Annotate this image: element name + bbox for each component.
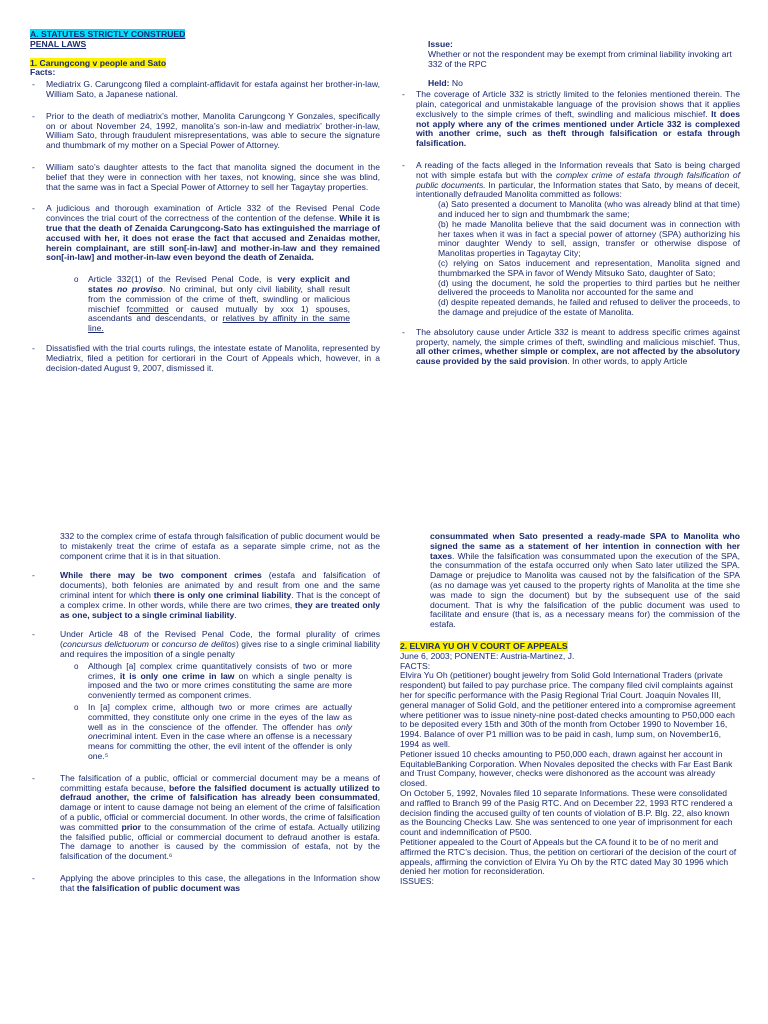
case2-issues-label: ISSUES: xyxy=(400,876,434,887)
allegation-c: (c) relying on Satos inducement and representation, Manolita signed and thumbmarked the SPA in favor of Wendy Mitsuko Sato, daughter of Sato; xyxy=(438,257,740,278)
held-line: Held: No xyxy=(428,78,463,89)
case2-para-1: Elvira Yu Oh (petitioner) bought jewelry from Solid Gold International Traders (private respondent) but failed to pay purchase price. The company filed civil complaints against her for specific performance with the Pasig Regional Trial Court. Joaquin Novales III, general manager of Solid Gold, and the petitioner entered into a compromise agreement where petitioner was to issue ninety-nine post-dated checks amounting to P50,000 each to be deposited every 15th and 30th of the month from October 1990 to November 16, 1994. Balance of over P1 million was to be paid in cash, lump sum, on November16, 1994 as well. xyxy=(400,670,736,749)
allegation-e: (d) despite repeated demands, he failed and refused to deliver the proceeds, to the damage and prejudice of the estate of Manolita. xyxy=(438,297,740,317)
issue-text: Whether or not the respondent may be exempt from criminal liability invoking art 332 of the RPC xyxy=(428,48,732,69)
complex-crime-note-1: o Although [a] complex crime quantitatively consists of two or more crimes, it is only one crime in law on which a single penalty is imposed and the two or more crimes constituting the same are more conveniently termed as component crimes. xyxy=(74,662,352,701)
right-top-column xyxy=(400,40,740,367)
component-crimes: - While there may be two component crimes (estafa and falsification of documents), both felonies are animated by and result from one and the same criminal intent for which there is only one criminal liability. That is the concept of a complex crime. In other words, while there are two crimes, they are treated only as one, subject to a single criminal liability. xyxy=(30,571,380,620)
issue-label: Issue: xyxy=(428,39,453,49)
complex-crime-note-2: o In [a] complex crime, although two or more crimes are actually committed, they constitute only one crime in the eyes of the law as well as in the conscience of the offender. The offender has only onecriminal intent. Even in the case where an offense is a necessary means for committing the other, the evil intent of the offender is only one.⁵ xyxy=(74,703,352,762)
section-heading: A. STATUTES STRICTLY CONSTRUED xyxy=(30,29,186,39)
case2-date-ponente: June 6, 2003; PONENTE: Austria-Martinez, J. xyxy=(400,650,575,661)
applying-principles: - Applying the above principles to this case, the allegations in the Information show that the falsification of public document was xyxy=(30,874,380,894)
case2-para-2: Petioner issued 10 checks amounting to P50,000 each, drawn against her account in EquitableBanking Corporation. When Novales deposited the checks with Far East Bank and Trust Company, however, checks were dishonored as the account was already closed. xyxy=(400,748,733,789)
case2-para-3: On October 5, 1992, Novales filed 10 separate Informations. These were consolidated and raffled to Branch 99 of the Pasig RTC. And on December 22, 1993 RTC rendered a decision finding the accused guilty of ten counts of violation of B.P. Blg. 22, also known as the Bouncing Checks Law. She was sentenced to one year of imprisonment for each count and indemnification of P500. xyxy=(400,787,733,838)
allegation-d: (d) using the document, he sold the properties to third parties but he neither delivered the proceeds to Manolita nor accounted for the same and xyxy=(438,277,740,298)
held-1: - The coverage of Article 332 is strictly limited to the felonies mentioned therein. The plain, categorical and unmistakable language of the provision shows that it applies exclusively to the simple crimes of theft, swindling and malicious mischief. It does not apply where any of the crimes mentioned under Article 332 is complexed with another crime, such as theft through falsification or estafa through falsification. xyxy=(400,90,740,149)
fact-4: - A judicious and thorough examination of Article 332 of the Revised Penal Code convinces the trial court of the correctness of the contention of the defense. While it is true that the death of Zenaida Carungcong-Sato has extinguished the marriage of accused with her, it does not erase the fact that accused and Zenaidas mother, herein complainant, are still son[-in-law] and mother-in-law and they remained son[-in-law] and mother-in-law even beyond the death of Zenaida. xyxy=(30,204,380,263)
allegation-b: (b) he made Manolita believe that the said document was in connection with her taxes when it was in fact a special power of attorney (SPA) authorizing his minor daughter Wendy to sell, assign, transfer or otherwise dispose of Manolitas properties in Tagaytay City; xyxy=(438,218,740,259)
left-top-column xyxy=(30,30,380,373)
case2-para-4: Petitioner appealed to the Court of Appeals but the CA found it to be of no merit and affirmed the RTC’s decision. Thus, the petition on certiorari of the decision of the court of appeals, affirming the conviction of Elvira Yu Oh by the RTC dated May 30 1996 which denied her motion for reconsideration. xyxy=(400,836,737,877)
right-bottom-column xyxy=(400,532,740,887)
article-332-note: o Article 332(1) of the Revised Penal Code, is very explicit and states no proviso. No criminal, but only civil liability, shall result from the commission of the crime of theft, swindling or malicious mischief fcommitted or caused mutually by xxx 1) spouses, ascendants and descendants, or relatives by affinity in the same line. xyxy=(74,275,350,334)
falsification-paragraph: - The falsification of a public, official or commercial document may be a means of committing estafa because, before the falsified document is actually utilized to defraud another, the crime of falsification has already been consummated, damage or intent to cause damage not being an element of the crime of falsification of a public, official or commercial document. In other words, the crime of falsification was committed prior to the consummation of the crime of estafa. Actually utilizing the falsified public, official or commercial document to defraud another is estafa. The damage to another is caused by the commission of estafa, not by the falsification of the document.⁶ xyxy=(30,774,380,862)
fact-5: - Dissatisfied with the trial courts rulings, the intestate estate of Manolita, represented by Mediatrix, filed a petition for certiorari in the Court of Appeals which, however, in a decision-dated August 9, 2007, dismissed it. xyxy=(30,344,380,373)
fact-3: - William sato’s daughter attests to the fact that manolita signed the document in the belief that they were in connection with her taxes, not knowing, since she was blind, that the same was in fact a Special Power of Attorney to sell her Tagaytay properties. xyxy=(30,163,380,192)
left-bottom-column xyxy=(30,532,380,894)
facts-label: Facts: xyxy=(30,67,56,78)
allegation-a: (a) Sato presented a document to Manolita (who was already blind at that time) and induced her to sign and thumbmark the same; xyxy=(438,199,740,219)
case1-title: 1. Carungcong v people and Sato xyxy=(30,57,167,68)
case2-facts-label: FACTS: xyxy=(400,660,431,671)
subsection-heading: PENAL LAWS xyxy=(30,38,87,49)
fact-2: - Prior to the death of mediatrix’s mother, Manolita Carungcong Y Gonzales, specifically on or about November 24, 1992, manolita’s son-in-law and mediatrix’ brother-in-law, William Sato, through fraudulent misrepresentations, was able to secure the signature and thumbmark of my mother on a Special Power of Attorney. xyxy=(30,112,380,151)
held-2: - A reading of the facts alleged in the Information reveals that Sato is being charged not with simple estafa but with the complex crime of estafa through falsification of public documents. In particular, the Information states that Sato, by means of deceit, intentionally defrauded Manolita committed as follows: xyxy=(400,161,740,200)
held-3: - The absolutory cause under Article 332 is meant to address specific crimes against property, namely, the simple crimes of theft, swindling and malicious mischief. Thus, all other crimes, whether simple or complex, are not affected by the absolutory cause provided by the said provision. In other words, to apply Article xyxy=(400,328,740,367)
case2-title: 2. ELVIRA YU OH V COURT OF APPEALS xyxy=(400,640,568,651)
article-48: - Under Article 48 of the Revised Penal Code, the formal plurality of crimes (concursus delictuorum or concurso de delitos) gives rise to a single criminal liability and requires the imposition of a single penalty xyxy=(30,630,380,659)
consummation-paragraph: consummated when Sato presented a ready-made SPA to Manolita who signed the same as a statement of her intention in connection with her taxes. While the falsification was consummated upon the execution of the SPA, the consummation of the estafa occurred only when Sato later utilized the SPA. Damage or prejudice to Manolita was caused not by the falsification of the SPA (as no damage was yet caused to the property rights of Manolita at the time she was made to sign the document) but by the subsequent use of the said document. That is why the falsification of the public document was used to facilitate and ensure (that is, as a necessary means for) the commission of the estafa. xyxy=(430,531,740,630)
fact-1: - Mediatrix G. Carungcong filed a complaint-affidavit for estafa against her brother-in-law, William Sato, a Japanese national. xyxy=(30,80,380,100)
continued-paragraph: 332 to the complex crime of estafa through falsification of public document would be to mistakenly treat the crime of estafa as a separate simple crime, not as the component crime that it is in that situation. xyxy=(60,531,380,561)
